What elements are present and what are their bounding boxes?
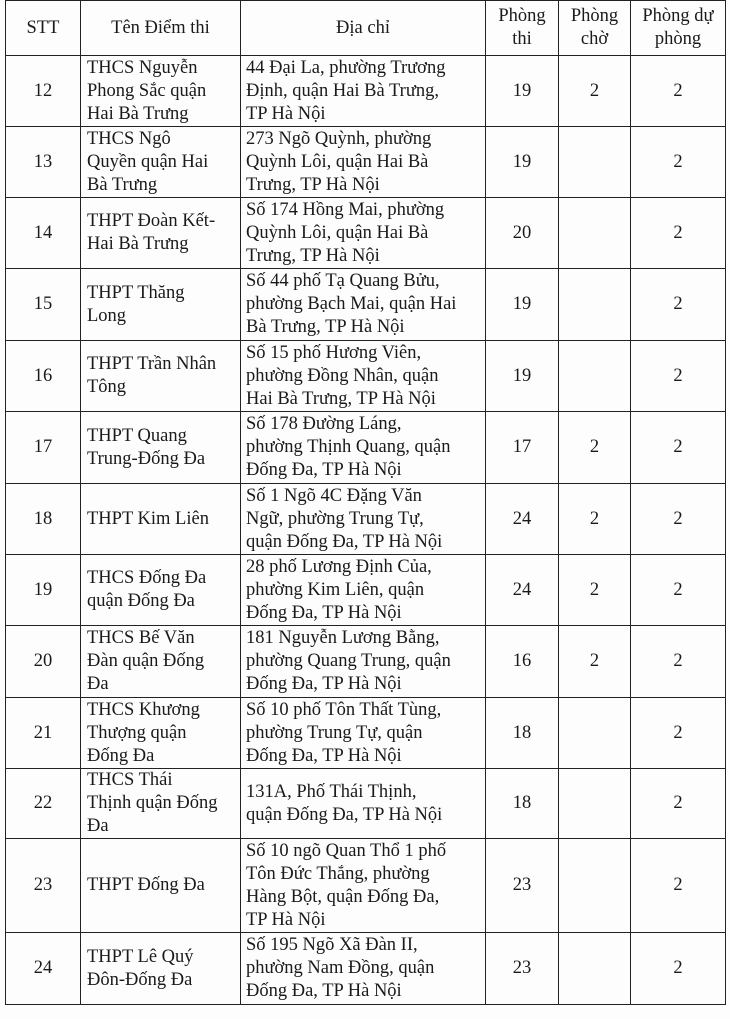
table-row [6, 839, 726, 933]
row-stt: 20 [6, 626, 81, 698]
row-exam-rooms: 19 [486, 341, 559, 412]
row-venue-name: THPT Thăng Long [81, 269, 241, 341]
row-waiting-rooms: 2 [559, 412, 631, 484]
row-venue-name: THPT Lê Quý Đôn-Đống Đa [81, 933, 241, 1005]
row-exam-rooms: 18 [486, 698, 559, 769]
row-stt: 21 [6, 698, 81, 769]
row-waiting-rooms: 2 [559, 484, 631, 555]
row-address: Số 174 Hồng Mai, phường Quỳnh Lôi, quận Hai Bà Trưng, TP Hà Nội [241, 198, 486, 269]
row-venue-name: THCS Thái Thịnh quận Đống Đa [81, 769, 241, 839]
row-stt: 18 [6, 484, 81, 555]
row-venue-name: THCS Nguyễn Phong Sắc quận Hai Bà Trưng [81, 56, 241, 127]
table-header-row [6, 1, 726, 56]
table-body [6, 56, 726, 1005]
table-row [6, 269, 726, 341]
row-venue-name: THPT Quang Trung-Đống Đa [81, 412, 241, 484]
row-reserve-rooms: 2 [631, 933, 726, 1005]
row-stt: 15 [6, 269, 81, 341]
row-address: 273 Ngõ Quỳnh, phường Quỳnh Lôi, quận Hai Bà Trưng, TP Hà Nội [241, 127, 486, 198]
row-address: 131A, Phố Thái Thịnh, quận Đống Đa, TP Hà Nội [241, 769, 486, 839]
row-reserve-rooms: 2 [631, 269, 726, 341]
header-name: Tên Điểm thi [81, 1, 241, 56]
row-exam-rooms: 18 [486, 769, 559, 839]
table-row [6, 484, 726, 555]
row-waiting-rooms [559, 341, 631, 412]
row-waiting-rooms [559, 698, 631, 769]
row-exam-rooms: 24 [486, 555, 559, 626]
row-stt: 17 [6, 412, 81, 484]
row-waiting-rooms: 2 [559, 626, 631, 698]
row-exam-rooms: 19 [486, 127, 559, 198]
header-stt: STT [6, 1, 81, 56]
table-row [6, 56, 726, 127]
row-reserve-rooms: 2 [631, 839, 726, 933]
row-address: Số 195 Ngõ Xã Đàn II, phường Nam Đồng, quận Đống Đa, TP Hà Nội [241, 933, 486, 1005]
row-reserve-rooms: 2 [631, 341, 726, 412]
row-stt: 12 [6, 56, 81, 127]
row-exam-rooms: 24 [486, 484, 559, 555]
table-row [6, 626, 726, 698]
row-address: Số 10 phố Tôn Thất Tùng, phường Trung Tự, quận Đống Đa, TP Hà Nội [241, 698, 486, 769]
row-reserve-rooms: 2 [631, 484, 726, 555]
row-reserve-rooms: 2 [631, 555, 726, 626]
row-address: 28 phố Lương Định Của, phường Kim Liên, quận Đống Đa, TP Hà Nội [241, 555, 486, 626]
row-waiting-rooms [559, 269, 631, 341]
row-stt: 19 [6, 555, 81, 626]
table-row [6, 769, 726, 839]
row-stt: 13 [6, 127, 81, 198]
row-exam-rooms: 23 [486, 839, 559, 933]
table-row [6, 412, 726, 484]
row-address: 44 Đại La, phường Trương Định, quận Hai Bà Trưng, TP Hà Nội [241, 56, 486, 127]
row-exam-rooms: 16 [486, 626, 559, 698]
row-reserve-rooms: 2 [631, 626, 726, 698]
row-venue-name: THCS Đống Đa quận Đống Đa [81, 555, 241, 626]
row-address: Số 1 Ngõ 4C Đặng Văn Ngữ, phường Trung Tự, quận Đống Đa, TP Hà Nội [241, 484, 486, 555]
row-exam-rooms: 19 [486, 56, 559, 127]
row-address: Số 178 Đường Láng, phường Thịnh Quang, quận Đống Đa, TP Hà Nội [241, 412, 486, 484]
row-stt: 22 [6, 769, 81, 839]
row-venue-name: THPT Kim Liên [81, 484, 241, 555]
table-row [6, 198, 726, 269]
row-stt: 16 [6, 341, 81, 412]
row-waiting-rooms [559, 933, 631, 1005]
table-row [6, 933, 726, 1005]
row-address: 181 Nguyễn Lương Bằng, phường Quang Trung, quận Đống Đa, TP Hà Nội [241, 626, 486, 698]
row-venue-name: THCS Ngô Quyền quận Hai Bà Trưng [81, 127, 241, 198]
exam-venue-table [5, 0, 726, 1005]
row-address: Số 15 phố Hương Viên, phường Đồng Nhân, quận Hai Bà Trưng, TP Hà Nội [241, 341, 486, 412]
row-venue-name: THCS Khương Thượng quận Đống Đa [81, 698, 241, 769]
row-reserve-rooms: 2 [631, 769, 726, 839]
row-exam-rooms: 19 [486, 269, 559, 341]
row-exam-rooms: 17 [486, 412, 559, 484]
header-rooms: Phòng thi [486, 1, 559, 56]
row-stt: 14 [6, 198, 81, 269]
row-stt: 23 [6, 839, 81, 933]
row-waiting-rooms [559, 198, 631, 269]
row-waiting-rooms [559, 839, 631, 933]
header-address: Địa chỉ [241, 1, 486, 56]
row-address: Số 10 ngõ Quan Thổ 1 phố Tôn Đức Thắng, phường Hàng Bột, quận Đống Đa, TP Hà Nội [241, 839, 486, 933]
row-stt: 24 [6, 933, 81, 1005]
row-reserve-rooms: 2 [631, 198, 726, 269]
table-row [6, 127, 726, 198]
row-reserve-rooms: 2 [631, 56, 726, 127]
row-waiting-rooms [559, 769, 631, 839]
row-exam-rooms: 23 [486, 933, 559, 1005]
header-waiting-rooms: Phòng chờ [559, 1, 631, 56]
row-venue-name: THPT Trần Nhân Tông [81, 341, 241, 412]
row-venue-name: THPT Đống Đa [81, 839, 241, 933]
row-waiting-rooms: 2 [559, 56, 631, 127]
table-row [6, 341, 726, 412]
row-reserve-rooms: 2 [631, 127, 726, 198]
header-reserve-rooms: Phòng dự phòng [631, 1, 726, 56]
table-row [6, 698, 726, 769]
table-row [6, 555, 726, 626]
row-address: Số 44 phố Tạ Quang Bửu, phường Bạch Mai, quận Hai Bà Trưng, TP Hà Nội [241, 269, 486, 341]
row-reserve-rooms: 2 [631, 698, 726, 769]
row-waiting-rooms: 2 [559, 555, 631, 626]
row-waiting-rooms [559, 127, 631, 198]
row-venue-name: THCS Bế Văn Đàn quận Đống Đa [81, 626, 241, 698]
row-reserve-rooms: 2 [631, 412, 726, 484]
row-venue-name: THPT Đoàn Kết- Hai Bà Trưng [81, 198, 241, 269]
row-exam-rooms: 20 [486, 198, 559, 269]
